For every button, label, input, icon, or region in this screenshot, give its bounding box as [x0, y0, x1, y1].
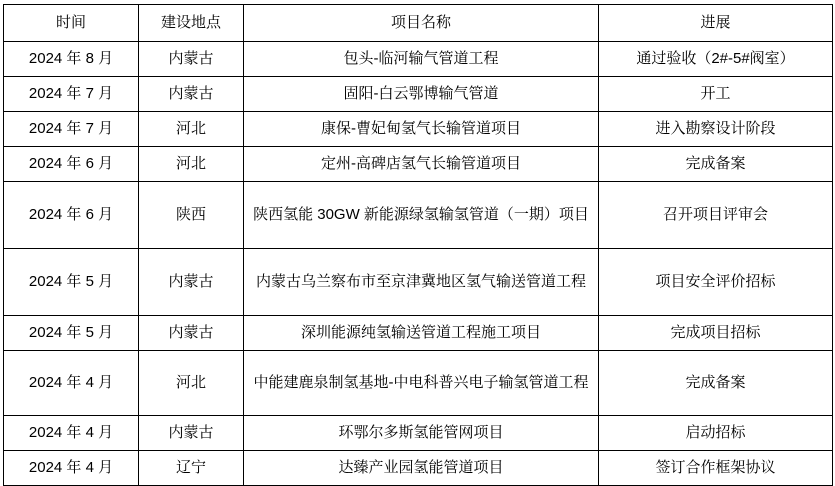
cell-time: 2024 年 5 月	[4, 316, 139, 351]
cell-project-name: 中能建鹿泉制氢基地-中电科普兴电子输氢管道工程	[244, 351, 599, 416]
column-header-location: 建设地点	[139, 5, 244, 42]
cell-project-name: 固阳-白云鄂博输气管道	[244, 77, 599, 112]
cell-progress: 启动招标	[599, 416, 833, 451]
cell-project-name: 陕西氢能 30GW 新能源绿氢输氢管道（一期）项目	[244, 182, 599, 249]
pipeline-projects-table	[3, 4, 833, 486]
cell-time: 2024 年 5 月	[4, 249, 139, 316]
table-row	[4, 112, 833, 147]
cell-progress: 开工	[599, 77, 833, 112]
cell-project-name: 康保-曹妃甸氢气长输管道项目	[244, 112, 599, 147]
cell-location: 河北	[139, 147, 244, 182]
cell-location: 内蒙古	[139, 77, 244, 112]
table-row	[4, 316, 833, 351]
table-row	[4, 77, 833, 112]
cell-time: 2024 年 4 月	[4, 351, 139, 416]
cell-location: 内蒙古	[139, 416, 244, 451]
cell-progress: 签订合作框架协议	[599, 451, 833, 486]
table-body	[4, 42, 833, 486]
cell-progress: 通过验收（2#-5#阀室）	[599, 42, 833, 77]
cell-time: 2024 年 6 月	[4, 182, 139, 249]
table-row	[4, 451, 833, 486]
cell-location: 河北	[139, 112, 244, 147]
cell-project-name: 达臻产业园氢能管道项目	[244, 451, 599, 486]
table-row	[4, 249, 833, 316]
table-row	[4, 351, 833, 416]
table-header-row	[4, 5, 833, 42]
column-header-progress: 进展	[599, 5, 833, 42]
cell-location: 辽宁	[139, 451, 244, 486]
cell-project-name: 深圳能源纯氢输送管道工程施工项目	[244, 316, 599, 351]
column-header-project-name: 项目名称	[244, 5, 599, 42]
cell-time: 2024 年 4 月	[4, 416, 139, 451]
cell-project-name: 环鄂尔多斯氢能管网项目	[244, 416, 599, 451]
cell-progress: 完成备案	[599, 147, 833, 182]
cell-location: 河北	[139, 351, 244, 416]
cell-time: 2024 年 6 月	[4, 147, 139, 182]
cell-time: 2024 年 4 月	[4, 451, 139, 486]
cell-time: 2024 年 7 月	[4, 112, 139, 147]
cell-project-name: 内蒙古乌兰察布市至京津冀地区氢气输送管道工程	[244, 249, 599, 316]
cell-project-name: 定州-高碑店氢气长输管道项目	[244, 147, 599, 182]
cell-progress: 完成备案	[599, 351, 833, 416]
cell-location: 内蒙古	[139, 316, 244, 351]
table-row	[4, 147, 833, 182]
cell-time: 2024 年 7 月	[4, 77, 139, 112]
cell-progress: 召开项目评审会	[599, 182, 833, 249]
table-header	[4, 5, 833, 42]
cell-location: 内蒙古	[139, 42, 244, 77]
cell-location: 内蒙古	[139, 249, 244, 316]
cell-progress: 完成项目招标	[599, 316, 833, 351]
cell-time: 2024 年 8 月	[4, 42, 139, 77]
table-row	[4, 42, 833, 77]
column-header-time: 时间	[4, 5, 139, 42]
table-row	[4, 416, 833, 451]
table-row	[4, 182, 833, 249]
cell-project-name: 包头-临河输气管道工程	[244, 42, 599, 77]
cell-progress: 进入勘察设计阶段	[599, 112, 833, 147]
cell-progress: 项目安全评价招标	[599, 249, 833, 316]
cell-location: 陕西	[139, 182, 244, 249]
